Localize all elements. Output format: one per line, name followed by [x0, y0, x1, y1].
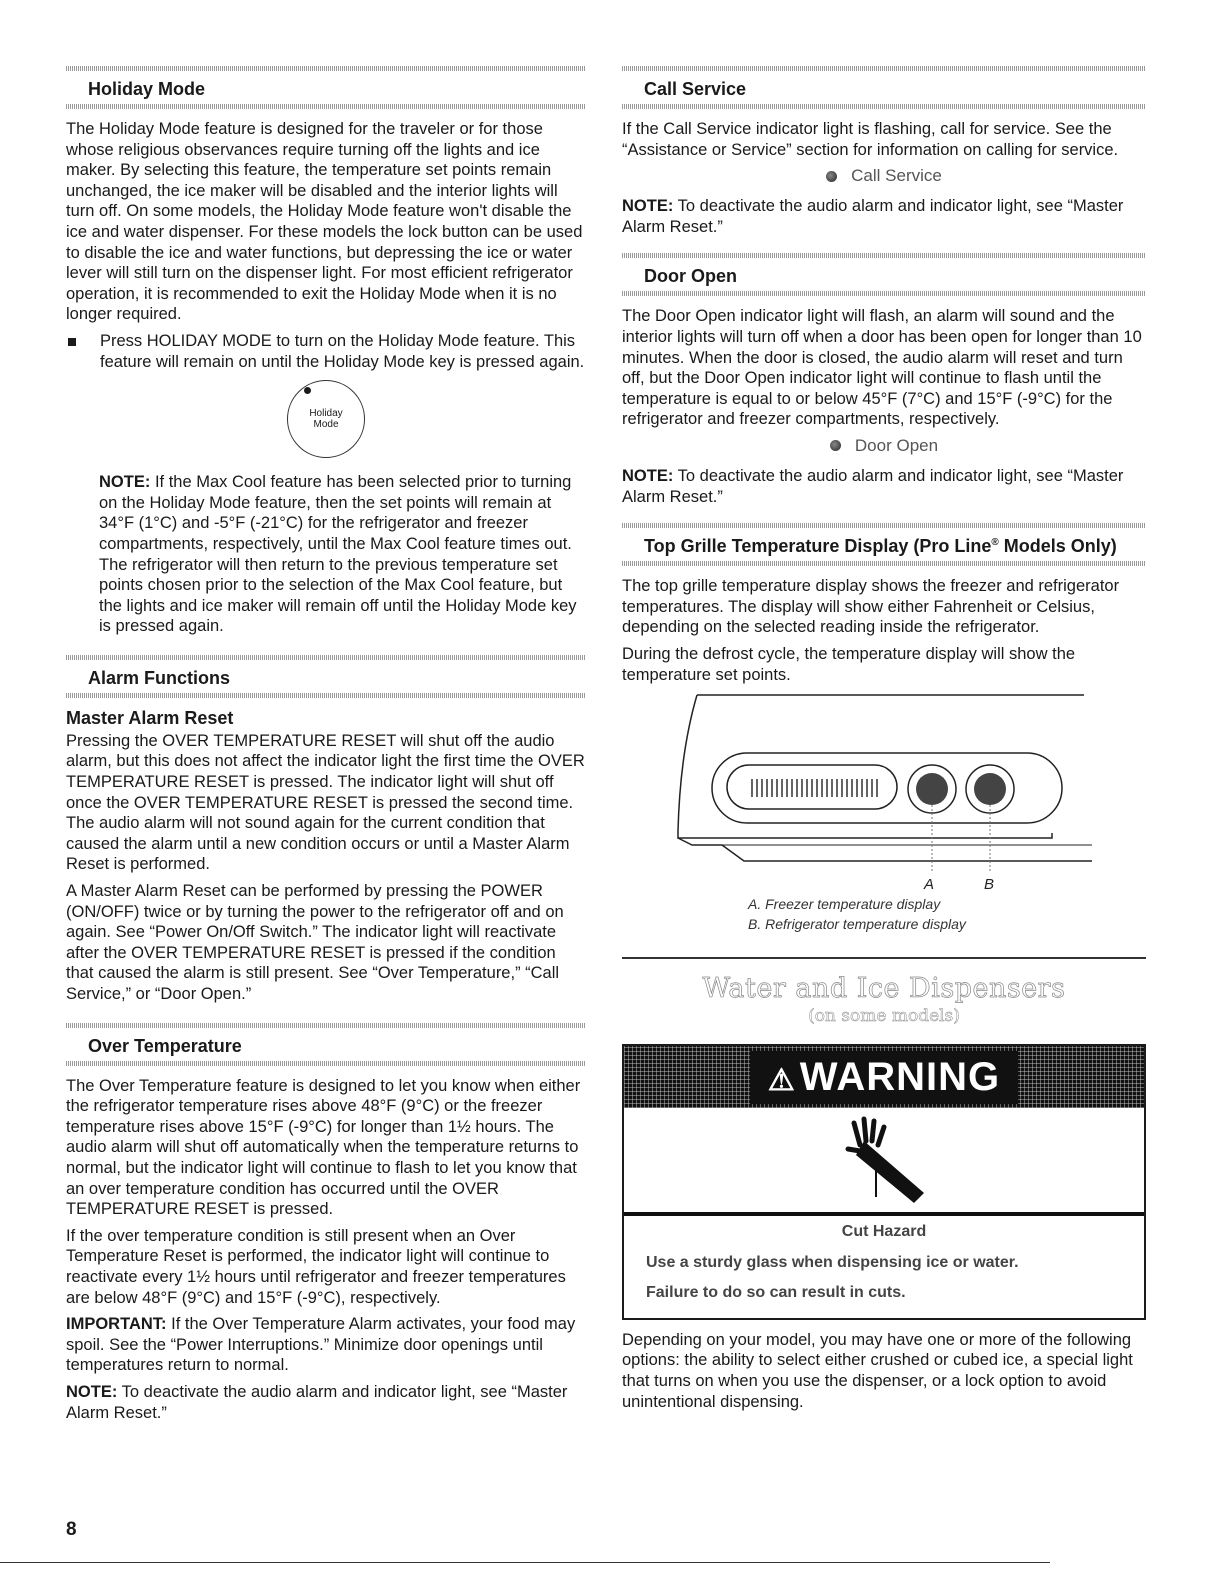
heading-rule-bottom	[622, 291, 1146, 296]
section-title: Door Open	[644, 266, 737, 287]
bullet-square-icon	[68, 338, 76, 346]
label-a: A	[924, 876, 935, 894]
hazard-title: Cut Hazard	[841, 1223, 927, 1241]
over-temperature-important	[66, 1314, 586, 1376]
bottom-rule	[0, 1562, 1050, 1563]
top-grille-p1: The top grille temperature display shows the freezer and refrigerator temperatures. The display will show either Fahrenheit or Celsius, depending on the selected reading inside the refrigerator.	[622, 577, 1120, 637]
warning-triangle-icon: ⚠	[767, 1063, 796, 1097]
title-main: Top Grille Temperature Display (Pro Line	[644, 536, 992, 557]
door-open-body: The Door Open indicator light will flash, an alarm will sound and the interior lights will turn off when a door has been open for longer than 10 minutes. When the door is closed, the audio alarm will reset and turn off, but the Door Open indicator light will continue to flash until the temperature is equal to or below 45°F (7°C) and 15°F (-9°C) for the refrigerator and freezer compartments, respectively.	[622, 307, 1142, 429]
indicator-light-icon	[830, 440, 841, 451]
holiday-mode-bullet	[66, 331, 586, 372]
over-temperature-p2: If the over temperature condition is still present when an Over Temperature Reset is performed, the indicator light will continue to reactivate every 1½ hours until refrigerator and freezer temperatures are below 48°F (9°C) and 15°F (-9°C), respectively.	[66, 1226, 566, 1307]
warning-banner	[624, 1046, 1144, 1108]
section-title	[622, 528, 1146, 561]
top-grille-p2: During the defrost cycle, the temperature display will show the temperature set points.	[622, 644, 1076, 684]
holiday-mode-button[interactable]	[287, 380, 365, 458]
heading-rule-bottom	[66, 104, 586, 109]
master-alarm-reset-p2: A Master Alarm Reset can be performed by pressing the POWER (ON/OFF) twice or by turning the power to the refrigerator off and on again. See “Power On/Off Switch.” The indicator light will reactivate after the OVER TEMPERATURE RESET is pressed if the condition that caused the alarm is still present. See “Over Temperature,” “Call Service,” or “Door Open.”	[66, 882, 564, 1003]
caption-a: A. Freezer temperature display	[748, 896, 941, 913]
indicator-dot-icon	[304, 387, 311, 394]
section-divider	[622, 957, 1146, 959]
water-ice-body: Depending on your model, you may have one or more of the following options: the ability to select either crushed or cubed ice, a special light that turns on when you use the dispenser, or a lock option to avoid unintentional dispensing.	[622, 1330, 1133, 1411]
grille-drawing	[672, 693, 1092, 893]
bullet-text: Press HOLIDAY MODE to turn on the Holiday Mode feature. This feature will remain on until the Holiday Mode key is pressed again.	[100, 331, 585, 371]
master-alarm-reset-p1: Pressing the OVER TEMPERATURE RESET will shut off the audio alarm, but this does not affect the indicator light the first time the OVER TEMPERATURE RESET is pressed. The indicator light will shut off once the OVER TEMPERATURE RESET is pressed the second time. The audio alarm will not sound again for the current condition that caused the alarm until a new condition occurs or until a Master Alarm Reset is performed.	[66, 731, 585, 874]
cut-hazard-pictogram	[624, 1108, 1144, 1216]
holiday-mode-body: The Holiday Mode feature is designed for the traveler or for those whose religious observances require turning off the lights and ice maker. By selecting this feature, the temperature set points remain unchanged, the ice maker will be disabled and the interior lights will turn off. On some models, the Holiday Mode feature won't disable the ice and water dispenser. For these models the lock button can be used to disable the ice and water functions, but depressing the ice or water lever will still turn on the dispenser light. For most efficient refrigerator operation, it is recommended to exit the Holiday Mode when it is no longer required.	[66, 120, 583, 324]
note-text: To deactivate the audio alarm and indicator light, see “Master Alarm Reset.”	[66, 1382, 568, 1422]
indicator-label: Door Open	[854, 435, 939, 455]
section-title: Alarm Functions	[88, 667, 231, 688]
indicator-label: Call Service	[851, 166, 942, 186]
water-ice-subtitle: (on some models)	[808, 1006, 960, 1027]
holiday-button-label-1: Holiday	[309, 408, 343, 420]
call-service-body: If the Call Service indicator light is flashing, call for service. See the “Assistance or Service” section for information on calling for service.	[622, 120, 1119, 159]
heading-rule-bottom	[622, 561, 1146, 566]
master-alarm-reset-title: Master Alarm Reset	[66, 707, 234, 728]
note-label: NOTE:	[622, 197, 674, 216]
call-service-indicator	[622, 166, 1146, 186]
title-end: Models Only)	[998, 536, 1117, 557]
over-temperature-heading	[66, 1023, 586, 1066]
water-ice-title: Water and Ice Dispensers	[702, 973, 1066, 1005]
holiday-mode-note	[66, 472, 586, 637]
note-text: To deactivate the audio alarm and indicator light, see “Master Alarm Reset.”	[622, 466, 1124, 506]
holiday-button-label-2: Mode	[313, 419, 339, 431]
hazard-line-2: Failure to do so can result in cuts.	[646, 1284, 906, 1302]
hazard-line-1: Use a sturdy glass when dispensing ice or water.	[646, 1253, 1019, 1271]
note-text: If the Max Cool feature has been selected prior to turning on the Holiday Mode feature, then the set points will remain at 34°F (1°C) and -5°F (-21°C) for the refrigerator and freezer compartments, respectively, until the Max Cool feature times out. The refrigerator will then return to the previous temperature set points chosen prior to the selection of the Max Cool feature, but the lights and ice maker will remain off until the Holiday Mode key is pressed again.	[99, 473, 577, 636]
page-number: 8	[66, 1519, 77, 1540]
note-label: NOTE:	[66, 1382, 118, 1401]
indicator-light-icon	[826, 171, 837, 182]
warning-box	[622, 1044, 1146, 1320]
door-open-note	[622, 466, 1146, 507]
registered-mark: ®	[991, 537, 999, 549]
top-grille-illustration	[672, 693, 1092, 893]
note-label: NOTE:	[622, 466, 674, 485]
alarm-functions-heading	[66, 655, 586, 698]
freezer-display-digits	[752, 779, 877, 797]
note-label: NOTE:	[99, 473, 151, 492]
right-column	[622, 66, 1146, 1418]
heading-rule-bottom	[66, 693, 586, 698]
call-service-heading	[622, 66, 1146, 109]
over-temperature-note	[66, 1382, 586, 1423]
note-text: To deactivate the audio alarm and indicator light, see “Master Alarm Reset.”	[622, 197, 1124, 236]
section-title: Holiday Mode	[88, 79, 206, 99]
section-title: Call Service	[644, 79, 747, 99]
door-open-heading	[622, 253, 1146, 296]
heading-rule-bottom	[66, 1061, 586, 1066]
warning-word: WARNING	[799, 1054, 1001, 1099]
section-title: Over Temperature	[88, 1035, 242, 1056]
holiday-mode-heading	[66, 66, 586, 109]
important-label: IMPORTANT:	[66, 1315, 167, 1334]
warning-text	[624, 1216, 1144, 1318]
call-service-note	[622, 196, 1146, 237]
top-grille-heading	[622, 523, 1146, 566]
over-temperature-p1: The Over Temperature feature is designed to let you know when either the refrigerator temperature rises above 48°F (9°C) or the freezer temperature rises above 15°F (-9°C) for longer than 1½ hours. The audio alarm will shut off automatically when the temperature returns to normal, but the indicator light will continue to flash to let you know that an over temperature condition has occurred until the OVER TEMPERATURE RESET is pressed.	[66, 1076, 581, 1219]
label-b: B	[984, 876, 995, 894]
heading-rule-bottom	[622, 104, 1146, 109]
caption-b: B. Refrigerator temperature display	[748, 916, 966, 933]
cut-hand-icon	[834, 1115, 934, 1205]
door-open-indicator	[622, 436, 1146, 456]
warning-label	[750, 1051, 1018, 1104]
important-text: If the Over Temperature Alarm activates, your food may spoil. See the “Power Interruptions.” Minimize door openings until temperatures return to normal.	[66, 1315, 576, 1375]
left-column	[66, 66, 586, 1429]
